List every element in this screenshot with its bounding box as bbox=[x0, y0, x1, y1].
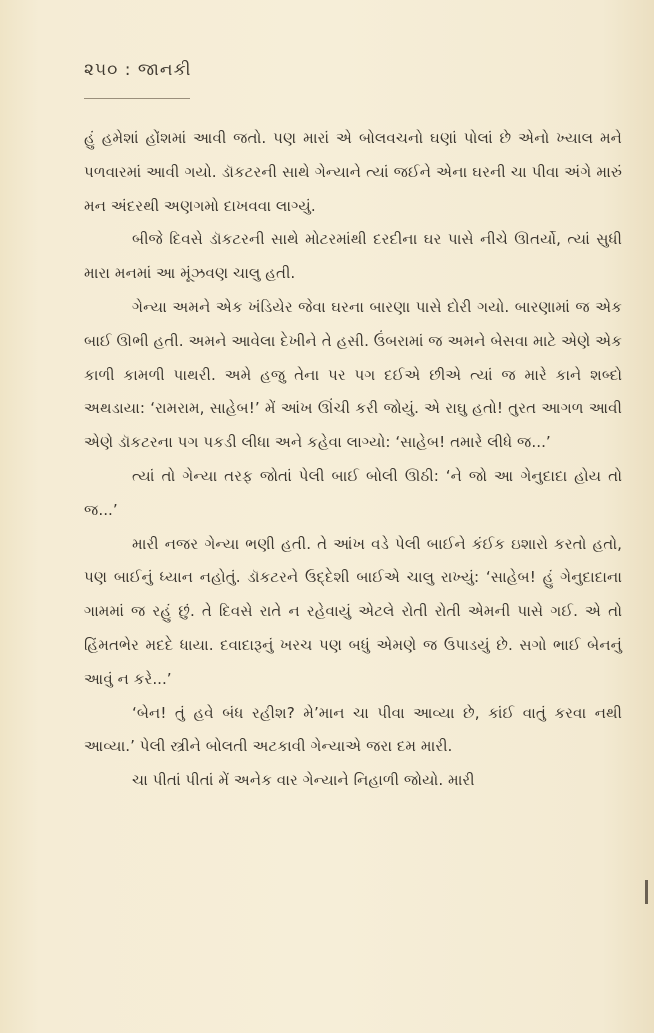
paragraph: બીજે દિવસે ડૉકટરની સાથે મોટરમાંથી દરદીના ઘર પાસે નીચે ઊતર્યો, ત્યાં સુધી મારા મનમાં આ મૂંઝવણ ચાલુ હતી. bbox=[84, 230, 622, 283]
paragraph: ત્યાં તો ગેન્યા તરફ જોતાં પેલી બાઈ બોલી ઊઠી: ‘ને જો આ ગેનુદાદા હોય તો જ...’ bbox=[84, 466, 622, 519]
paragraph: ગેન્યા અમને એક ખંડિયેર જેવા ઘરના બારણા પાસે દોરી ગયો. બારણામાં જ એક બાઈ ઊભી હતી. અમને આવેલા દેખીને તે હસી. ઉંબરામાં જ અમને બેસવા માટે એણે એક કાળી કામળી પાથરી. અમે હજુ તેના પર પગ દઈએ છીએ ત્યાં જ મારે કાને શબ્દો અથડાયા: ‘રામરામ, સાહેબ!’ મેં આંખ ઊંચી કરી જોયું. એ રાઘુ હતો! તુરત આગળ આવી એણે ડૉકટરના પગ પકડી લીધા અને કહેવા લાગ્યો: ‘સાહેબ! તમારે લીધે જ...’ bbox=[84, 297, 622, 452]
edge-mark bbox=[645, 880, 648, 904]
running-head: ૨૫૦ : જાનકી bbox=[84, 60, 192, 80]
paragraph: ચા પીતાં પીતાં મેં અનેક વાર ગેન્યાને નિહાળી જોયો. મારી bbox=[132, 771, 475, 790]
paragraph: ‘બેન! તું હવે બંધ રહીશ? મે’માન ચા પીવા આવ્યા છે, કાંઈ વાતું કરવા નથી આવ્યા.’ પેલી સ્ત્રીને બોલતી અટકાવી ગેન્યાએ જરા દમ મારી. bbox=[84, 703, 622, 756]
paragraph: હું હમેશાં હોંશમાં આવી જતો. પણ મારાં એ બોલવચનો ઘણાં પોલાં છે એનો ખ્યાલ મને પળવારમાં આવી ગયો. ડૉકટરની સાથે ગેન્યાને ત્યાં જઈને એના ઘરની ચા પીવા અંગે મારું મન અંદરથી અણગમો દાખવવા લાગ્યું. bbox=[84, 129, 622, 215]
paragraph: મારી નજર ગેન્યા ભણી હતી. તે આંખ વડે પેલી બાઈને કંઈક ઇશારો કરતો હતો, પણ બાઈનું ધ્યાન નહોતું. ડૉકટરને ઉદ્દેશી બાઈએ ચાલુ રાખ્યું: ‘સાહેબ! હું ગેનુદાદાના ગામમાં જ રહું છું. તે દિવસે રાતે ન રહેવાયું એટલે રોતી રોતી એમની પાસે ગઈ. એ તો હિંમતભેર મદદે ધાયા. દવાદારૂનું ખરચ પણ બધું એમણે જ ઉપાડયું છે. સગો ભાઈ બેનનું આવું ન કરે...’ bbox=[84, 534, 622, 688]
body-text bbox=[84, 122, 622, 798]
header-underline bbox=[84, 94, 190, 99]
